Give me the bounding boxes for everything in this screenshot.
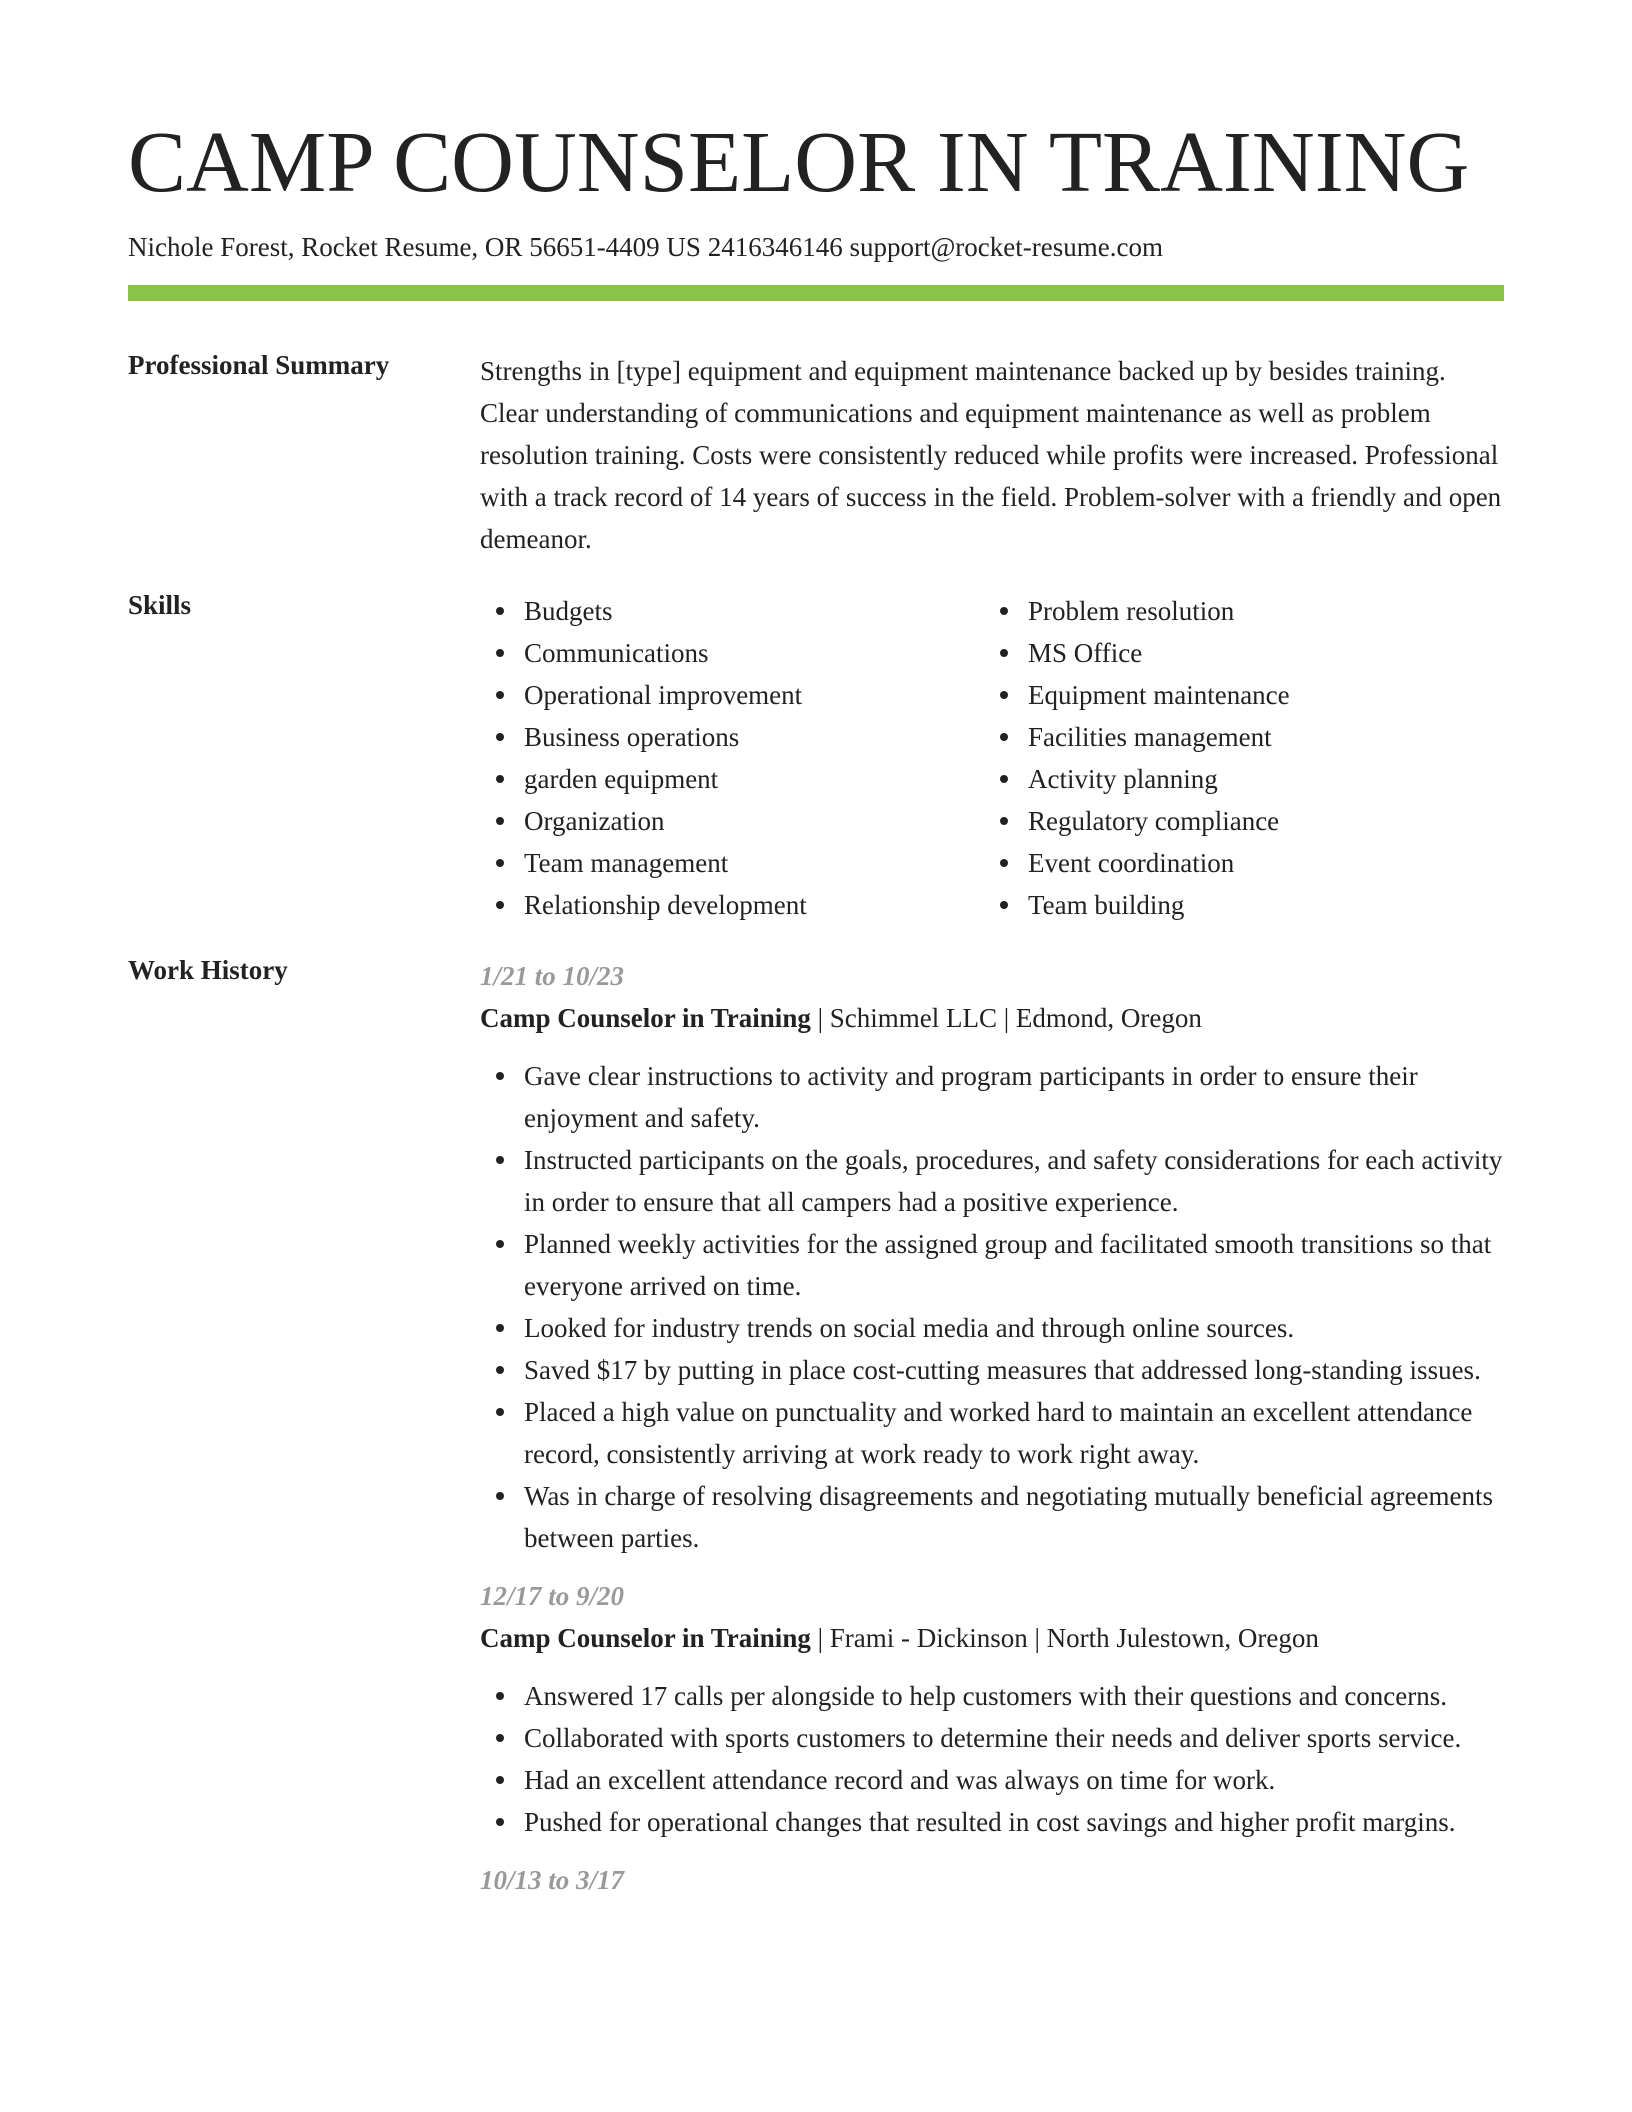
job-duty: Instructed participants on the goals, procedures, and safety considerations for each activity in order to ensure that all campers had a positive experience. <box>480 1139 1504 1223</box>
skill-item: Facilities management <box>984 716 1488 758</box>
job-duty: Placed a high value on punctuality and worked hard to maintain an excellent attendance record, consistently arriving at work ready to work right away. <box>480 1391 1504 1475</box>
job-duty: Looked for industry trends on social media and through online sources. <box>480 1307 1504 1349</box>
job-dates: 1/21 to 10/23 <box>480 961 625 991</box>
skill-item: Communications <box>480 632 984 674</box>
skill-item: Organization <box>480 800 984 842</box>
summary-label: Professional Summary <box>128 350 390 380</box>
job-duty: Pushed for operational changes that resulted in cost savings and higher profit margins. <box>480 1801 1504 1843</box>
job-duties <box>480 1055 1504 1559</box>
skill-item: garden equipment <box>480 758 984 800</box>
job-heading <box>480 997 1504 1039</box>
resume-title: CAMP COUNSELOR IN TRAINING <box>128 113 1470 210</box>
skill-item: Team management <box>480 842 984 884</box>
job-duty: Was in charge of resolving disagreements and negotiating mutually beneficial agreements between parties. <box>480 1475 1504 1559</box>
skill-item: Relationship development <box>480 884 984 926</box>
work-history-body <box>480 955 1504 1917</box>
job-duty: Gave clear instructions to activity and program participants in order to ensure their enjoyment and safety. <box>480 1055 1504 1139</box>
skill-item: Team building <box>984 884 1488 926</box>
job-entry <box>480 1575 1504 1843</box>
job-title: Camp Counselor in Training <box>480 1623 811 1653</box>
job-duties <box>480 1675 1504 1843</box>
contact-line: Nichole Forest, Rocket Resume, OR 56651-4409 US 2416346146 support@rocket-resume.com <box>128 232 1163 262</box>
skill-item: Business operations <box>480 716 984 758</box>
skill-item: MS Office <box>984 632 1488 674</box>
skill-item: Equipment maintenance <box>984 674 1488 716</box>
skill-item: Event coordination <box>984 842 1488 884</box>
job-details: | Schimmel LLC | Edmond, Oregon <box>810 1003 1202 1033</box>
skill-item: Budgets <box>480 590 984 632</box>
summary-text: Strengths in [type] equipment and equipment maintenance backed up by besides training. Clear understanding of communications and equipment maintenance as well as problem resolution training. Costs were consistently reduced while profits were increased. Professional with a track record of 14 years of success in the field. Problem-solver with a friendly and open demeanor. <box>480 356 1502 554</box>
skill-item: Regulatory compliance <box>984 800 1488 842</box>
skill-item: Operational improvement <box>480 674 984 716</box>
summary-body <box>480 350 1504 560</box>
job-title: Camp Counselor in Training <box>480 1003 811 1033</box>
job-duty: Answered 17 calls per alongside to help customers with their questions and concerns. <box>480 1675 1504 1717</box>
skill-item: Activity planning <box>984 758 1488 800</box>
job-dates: 10/13 to 3/17 <box>480 1865 625 1895</box>
skill-item: Problem resolution <box>984 590 1488 632</box>
skills-body <box>480 590 1504 926</box>
job-details: | Frami - Dickinson | North Julestown, Oregon <box>810 1623 1319 1653</box>
skills-column-left <box>480 590 984 926</box>
job-duty: Saved $17 by putting in place cost-cutting measures that addressed long-standing issues. <box>480 1349 1504 1391</box>
job-duty: Collaborated with sports customers to determine their needs and deliver sports service. <box>480 1717 1504 1759</box>
job-entry <box>480 1859 1504 1901</box>
job-duty: Planned weekly activities for the assigned group and facilitated smooth transitions so that everyone arrived on time. <box>480 1223 1504 1307</box>
header-divider <box>128 285 1504 301</box>
job-heading <box>480 1617 1504 1659</box>
job-entry <box>480 955 1504 1559</box>
skills-columns <box>480 590 1504 926</box>
job-duty: Had an excellent attendance record and was always on time for work. <box>480 1759 1504 1801</box>
skills-column-right <box>984 590 1488 926</box>
job-dates: 12/17 to 9/20 <box>480 1581 625 1611</box>
skills-label: Skills <box>128 590 192 620</box>
work-history-label: Work History <box>128 955 288 985</box>
